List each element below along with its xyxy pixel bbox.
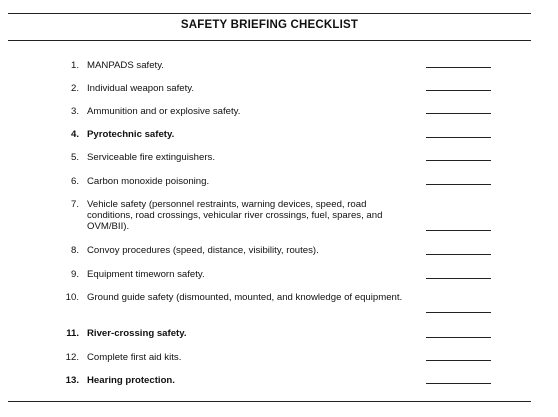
- item-number: 10.: [65, 292, 79, 303]
- item-text: Convoy procedures (speed, distance, visibility, routes).: [87, 245, 319, 256]
- item-text: Carbon monoxide poisoning.: [87, 176, 210, 187]
- checkbox-blank-8[interactable]: [426, 254, 491, 255]
- item-number: 4.: [70, 129, 79, 140]
- item-text: Vehicle safety (personnel restraints, warning devices, speed, road conditions, road crossings, vehicular river crossings, fuel, spares, and OVM/BII).: [87, 199, 383, 233]
- page-title: SAFETY BRIEFING CHECKLIST: [180, 19, 359, 31]
- item-number: 6.: [70, 176, 79, 187]
- item-number: 9.: [70, 269, 79, 280]
- checkbox-blank-3[interactable]: [426, 113, 491, 114]
- item-text: Complete first aid kits.: [87, 352, 182, 363]
- bottom-rule: [8, 401, 531, 402]
- item-number: 12.: [65, 352, 79, 363]
- checkbox-blank-10[interactable]: [426, 312, 491, 313]
- item-text: Equipment timeworn safety.: [87, 269, 205, 280]
- checkbox-blank-13[interactable]: [426, 383, 491, 384]
- item-number: 8.: [70, 245, 79, 256]
- checkbox-blank-1[interactable]: [426, 67, 491, 68]
- item-number: 3.: [70, 106, 79, 117]
- checkbox-blank-12[interactable]: [426, 360, 491, 361]
- item-text: Ammunition and or explosive safety.: [87, 106, 241, 117]
- checkbox-blank-5[interactable]: [426, 160, 491, 161]
- item-number: 2.: [70, 83, 79, 94]
- checkbox-blank-9[interactable]: [426, 278, 491, 279]
- item-number: 7.: [70, 199, 79, 210]
- item-text: Ground guide safety (dismounted, mounted, and knowledge of equipment.: [87, 292, 403, 303]
- item-text: Hearing protection.: [87, 375, 175, 386]
- item-text: Serviceable fire extinguishers.: [87, 152, 215, 163]
- item-text: Pyrotechnic safety.: [87, 129, 175, 140]
- item-number: 13.: [65, 375, 79, 386]
- item-number: 5.: [70, 152, 79, 163]
- item-number: 1.: [70, 60, 79, 71]
- item-text: Individual weapon safety.: [87, 83, 195, 94]
- checkbox-blank-11[interactable]: [426, 337, 491, 338]
- item-text: MANPADS safety.: [87, 60, 164, 71]
- title-rule: [8, 40, 531, 41]
- checkbox-blank-2[interactable]: [426, 90, 491, 91]
- checkbox-blank-6[interactable]: [426, 184, 491, 185]
- item-number: 11.: [66, 328, 79, 339]
- top-rule: [8, 13, 531, 14]
- checkbox-blank-7[interactable]: [426, 230, 491, 231]
- checkbox-blank-4[interactable]: [426, 137, 491, 138]
- item-text: River-crossing safety.: [87, 328, 187, 339]
